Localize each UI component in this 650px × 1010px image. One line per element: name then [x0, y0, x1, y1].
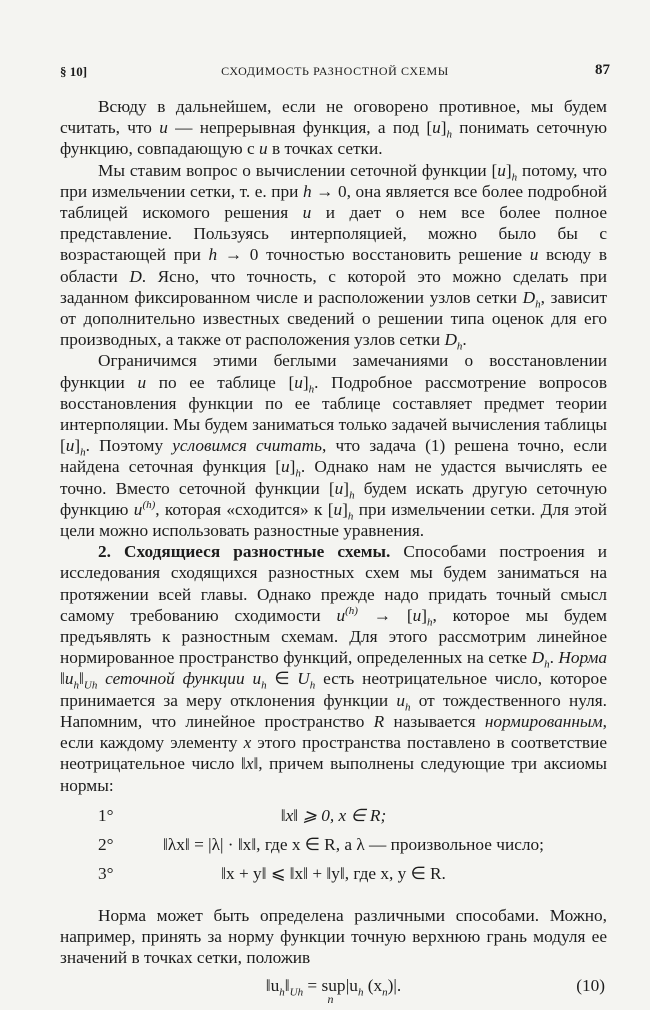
- eq-sub-part: h: [297, 986, 304, 999]
- text-run: Мы ставим вопрос о вычислении сеточной функции [: [98, 160, 498, 180]
- eq-part: )|.: [387, 976, 402, 996]
- text-run: Ограничимся этими беглыми замечаниями о восстановлении функции: [60, 351, 607, 392]
- text-run: в точках сетки.: [267, 139, 383, 159]
- math-var: u: [280, 457, 290, 477]
- math-sub: h: [309, 679, 316, 692]
- math-sup: (h): [142, 499, 156, 512]
- text-run: ]: [421, 605, 428, 625]
- math-var: x: [245, 754, 254, 774]
- math-sub: h: [347, 510, 354, 523]
- text-run: будем искать другую сеточную функцию: [60, 478, 607, 519]
- text-run: понимать сеточную функцию, совпадающую с: [60, 118, 607, 159]
- math-sub: h: [295, 467, 301, 480]
- math-var: R: [373, 711, 385, 731]
- paragraph-4: [60, 541, 607, 795]
- text-run: ∈: [266, 669, 298, 689]
- text-run: . Подробное рассмотрение вопросов восстановления функции по ее таблице составляет предмет теории интерполяции. Мы будем заниматься только задачей вычисления таблицы [: [60, 372, 607, 456]
- math-var: h: [302, 181, 312, 201]
- section-marker: § 10]: [60, 64, 88, 79]
- axiom-formula: ‖λx‖ = |λ| · ‖x‖, где x ∈ R, а λ — произвольное число;: [163, 834, 544, 854]
- axiom-1: [60, 806, 607, 835]
- math-sub: h: [427, 616, 433, 629]
- math-var: D: [522, 287, 536, 307]
- math-var: u: [336, 605, 346, 625]
- eq-part: ‖u: [265, 976, 280, 996]
- text-run: есть неотрицательное число, которое принимается за меру отклонения функции: [60, 669, 608, 710]
- eq-under: n: [327, 992, 334, 1007]
- text-run: , зависит от дополнительно известных сведений о решении типа оценок для его производных, а также от расположения узлов сетки: [60, 287, 607, 350]
- eq-sub: h: [357, 986, 364, 999]
- math-sub: h: [511, 171, 518, 184]
- page-body: [60, 96, 607, 1010]
- math-sub: h: [349, 489, 355, 502]
- math-sub: h: [261, 679, 267, 692]
- text-run: → 0, она является все более подробной таблицей искомого решения: [60, 181, 607, 223]
- math-sub: h: [308, 383, 315, 396]
- math-sub: h: [456, 340, 463, 353]
- page-number: 87: [595, 62, 610, 78]
- eq-part: ‖: [284, 976, 290, 996]
- axiom-2: [60, 835, 607, 864]
- math-var: u: [294, 372, 303, 392]
- math-sup: (h): [345, 605, 358, 618]
- text-run: ]: [505, 160, 512, 180]
- norm-axioms: [60, 806, 607, 893]
- text-run: ]: [343, 478, 350, 498]
- math-var: u: [334, 478, 344, 498]
- eq-part: (x: [363, 976, 383, 996]
- text-run: этого пространства поставлено в соответствие неотрицательное число ‖: [60, 733, 607, 774]
- paragraph-3: [60, 350, 607, 541]
- text-run: ‖: [60, 669, 65, 689]
- eq-sub: n: [382, 986, 388, 999]
- equation-body: [60, 976, 607, 1007]
- math-sub: h: [446, 128, 452, 141]
- emphasis-text: сеточной функции: [105, 669, 245, 689]
- math-var: u: [396, 690, 406, 710]
- math-var: u: [497, 160, 506, 180]
- math-sub: h: [405, 701, 411, 714]
- text-run: , если каждому элементу: [60, 711, 607, 753]
- math-var: u: [302, 203, 312, 223]
- text-run: — непрерывная функция, а под [: [167, 118, 433, 138]
- text-run: ‖: [79, 669, 84, 689]
- text-run: . Ясно, что точность, с которой это можно сделать при заданном фиксированном числе и расположении узлов сетки: [60, 266, 607, 307]
- math-sub-part: U: [83, 679, 92, 692]
- axiom-3: [60, 864, 607, 893]
- text-run: . Однако нам не удастся вычислять ее точно. Вместо сеточной функции [: [60, 457, 607, 498]
- paragraph-5: Норма может быть определена различными способами. Можно, например, принять за норму функции точную верхнюю грань модуля ее значений в точках сетки, положив: [60, 905, 607, 968]
- eq-part: |u: [341, 976, 358, 996]
- math-var: u: [252, 669, 262, 689]
- axiom-number: 1°: [98, 805, 114, 825]
- axiom-formula: ‖x‖ ⩾ 0, x ∈ R;: [280, 805, 387, 825]
- math-var: D: [129, 266, 142, 286]
- text-run: Всюду в дальнейшем, если не оговорено противное, мы будем считать, что: [60, 97, 607, 138]
- text-run: , которая «сходится» к [: [155, 499, 334, 519]
- text-run: по ее таблице [: [146, 372, 295, 392]
- emphasis-text: Норма: [558, 648, 607, 668]
- text-run: и дает о нем все более полное представление. Пользуясь интерполяцией, можно было бы с возрастающей при: [60, 203, 607, 265]
- text-run: ]: [302, 372, 309, 392]
- math-var: u: [133, 499, 143, 519]
- text-run: всюду в области: [60, 245, 608, 286]
- text-run: [97, 669, 105, 688]
- running-head: [60, 62, 610, 82]
- math-var: h: [208, 245, 218, 265]
- math-var: u: [432, 118, 441, 138]
- eq-part: = sup: [303, 976, 346, 996]
- math-var: u: [64, 669, 74, 689]
- math-sub-part: h: [91, 679, 98, 692]
- eq-sub: h: [279, 986, 285, 999]
- math-var: u: [159, 118, 168, 138]
- text-run: , что задача (1) решена точно, если найдена сеточная функция [: [60, 436, 607, 477]
- text-run: ]: [74, 436, 81, 456]
- eq-sub: [290, 987, 303, 999]
- math-var: u: [412, 605, 422, 625]
- paragraph-1: [60, 96, 607, 160]
- math-var: u: [529, 245, 539, 265]
- math-var: U: [297, 669, 310, 689]
- text-run: ]: [289, 457, 296, 477]
- math-var: u: [65, 436, 75, 456]
- math-var: D: [531, 648, 545, 668]
- equation-number: (10): [576, 976, 605, 996]
- equation-10: [60, 974, 607, 1010]
- text-run: , которое мы будем предъявлять к разностным схемам. Для этого рассмотрим линейное нормированное пространство функций, определенных на сетке: [60, 605, 607, 668]
- text-run: называется: [384, 711, 485, 731]
- paragraph-2: [60, 160, 607, 351]
- math-var: u: [333, 499, 343, 519]
- emphasis-text: нормированным: [484, 711, 603, 731]
- text-run: → [: [357, 605, 413, 625]
- chapter-title: СХОДИМОСТЬ РАЗНОСТНОЙ СХЕМЫ: [221, 64, 449, 78]
- text-run: ]: [342, 499, 348, 519]
- math-var: x: [243, 733, 252, 753]
- subsection-heading: 2. Сходящиеся разностные схемы.: [98, 542, 391, 562]
- axiom-number: 3°: [98, 863, 114, 883]
- text-run: потому, что при измельчении сетки, т. е. при: [60, 160, 607, 201]
- axiom-formula: ‖x + y‖ ⩽ ‖x‖ + ‖y‖, где x, y ∈ R.: [221, 863, 446, 883]
- emphasis-text: условимся считать: [172, 436, 323, 456]
- text-run: ]: [440, 118, 447, 138]
- axiom-number: 2°: [98, 834, 114, 854]
- math-sub: h: [535, 298, 541, 311]
- math-sub: h: [80, 446, 86, 459]
- math-var: u: [137, 372, 147, 392]
- math-var: u: [259, 139, 268, 159]
- eq-sub-part: U: [289, 986, 298, 999]
- math-sub: h: [544, 658, 550, 671]
- text-run: . Поэтому: [85, 436, 173, 456]
- text-run: ‖, причем выполнены следующие три аксиомы нормы:: [60, 754, 607, 795]
- text-run: от тождественного нуля. Напомним, что линейное пространство: [60, 690, 608, 731]
- math-var: D: [444, 330, 457, 350]
- text-run: .: [549, 648, 559, 668]
- text-run: .: [462, 330, 467, 350]
- text-run: → 0 точностью восстановить решение: [217, 245, 530, 265]
- text-run: Способами построения и исследования сходящихся разностных схем мы будем заниматься на протяжении всей главы. Однако прежде надо придать точный смысл самому требованию сходимости: [60, 542, 608, 625]
- math-sub: h: [73, 679, 79, 692]
- text-run: при измельчении сетки. Для этой цели можно использовать разностные уравнения.: [60, 499, 607, 541]
